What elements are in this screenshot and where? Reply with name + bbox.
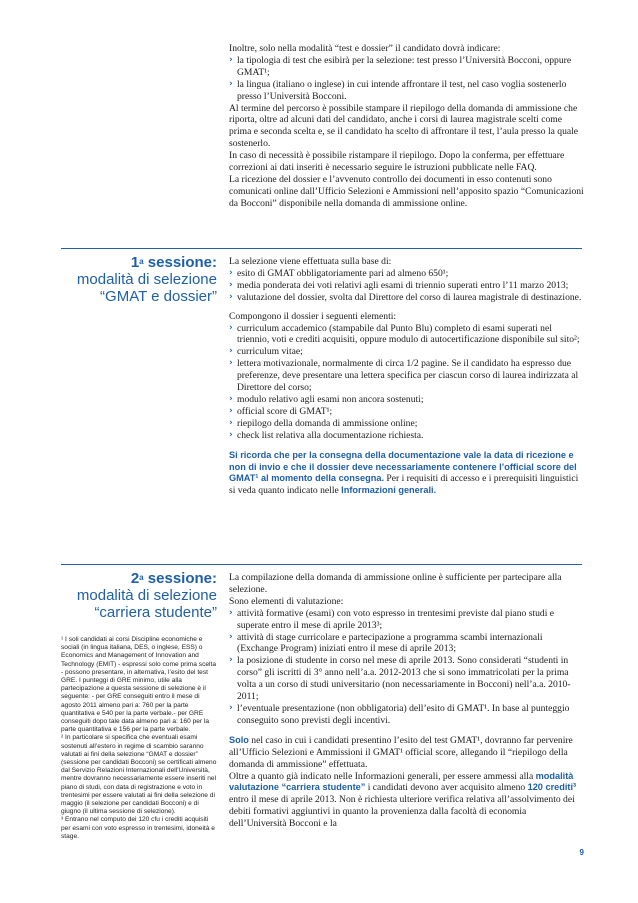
final-paragraph: Oltre a quanto già indicato nelle Informazioni generali, per essere ammessi alla modalità valutazione “carriera studente” i candidati devono aver acquisito almeno 120 crediti³ entro il mese di aprile 2013. Non è richiesta ulteriore verifica relativa all’assolvimento dei debiti formativi aggiuntivi in quanto la provenienza dalla facoltà di economia dell’Università Bocconi e la [229,770,577,830]
dossier-lead: Compongono il dossier i seguenti elementi: [229,310,397,322]
footnote-2: ² In particolare si specifica che eventuali esami sostenuti all’estero in regime di scambio saranno valutati ai fini della selezione “GMAT e dossier” (sessione per candidati Bocconi) se certificati almeno dal Servizio Relazioni Internazionali dell’Università, mentre dovranno necessariamente essere inseriti nel piano di studi, con data di registrazione e voto in trentesimi per essere valutati ai fini della selezione di maggio (il selezione per candidati Bocconi) e di giugno (il ultima sessione di selezione). [61,734,217,816]
arrow-icon: › [229,358,233,369]
arrow-icon: › [229,702,233,713]
footnote-1: ¹ I soli candidati ai corsi Discipline economiche e sociali (in lingua italiana, DES, o inglese, ESS) o Economics and Management of Innovation and Technology (EMIT) - espressi solo come prima scelta - possono presentare, in alternativa, l’esito del test GRE. I punteggi di GRE minimo, utile alla partecipazione a questa sessione di selezione è il seguente: - per GRE conseguiti entro il mese di agosto 2011 almeno pari a: 760 per la parte quantitativa e 540 per la parte verbale.- per GRE conseguiti dopo tale data almeno pari a: 160 per la parte quantitativa e 156 per la parte verbale. [61,636,217,734]
solo-paragraph: Solo nel caso in cui i candidati presentino l’esito del test GMAT¹, dovranno far pervenire all’Ufficio Selezioni e Ammissioni il GMAT¹ official score, allegando il “riepilogo della domanda di ammissione” effettuata. [229,734,573,770]
list-item: › attività formative (esami) con voto espresso in trentesimi previste dal piano studi e superate entro il mese di aprile 2013³; [229,607,555,631]
list-item: › modulo relativo agli esami non ancora sostenuti; [229,393,424,405]
arrow-icon: › [229,607,233,618]
informazioni-generali-link[interactable]: Informazioni generali. [341,485,437,496]
arrow-icon: › [229,405,233,416]
arrow-icon: › [229,346,233,357]
list-item: › valutazione del dossier, svolta dal Direttore del corso di laurea magistrale di destinazione. [229,291,582,303]
intro-body-3: La ricezione del dossier e l’avvenuto controllo dei documenti in esso contenuti sono comunicati online dall’Ufficio Selezioni e Ammissioni nell’apposito spazio “Comunicazioni da Bocconi” disponibile nella domanda di ammissione online. [229,173,584,209]
list-item: › lettera motivazionale, normalmente di circa 1/2 pagine. Se il candidato ha espresso due preferenze, deve presentare una lettera specifica per ciascun corso di laurea indirizzata al Direttore del corso; [229,358,579,394]
list-item: › attività di stage curricolare e partecipazione a programma scambi internazionali (Exchange Program) iniziati entro il mese di aprile 2013; [229,631,543,655]
page-number: 9 [579,848,584,857]
arrow-icon: › [229,322,233,333]
arrow-icon: › [229,78,233,89]
arrow-icon: › [229,631,233,642]
session1-lead: La selezione viene effettuata sulla base di: [229,256,392,267]
list-item: › check list relativa alla documentazione richiesta. [229,429,424,441]
arrow-icon: › [229,393,233,404]
list-item: › la posizione di studente in corso nel mese di aprile 2013. Sono considerati “studenti in corso” gli iscritti di 3° anno nell’a.a. 2012-2013 che si sono immatricolati per la prima volta a un corso di studi universitario (non necessariamente in Bocconi) nell’a.a. 2010-2011; [229,655,571,703]
section-divider [61,248,582,249]
section-divider [61,564,582,565]
session1-content [229,256,584,497]
list-item: › la tipologia di test che esibirà per la selezione: test presso l’Università Bocconi, oppure GMAT¹; [229,54,572,78]
session2-lead: La compilazione della domanda di ammissione online è sufficiente per partecipare alla selezione. [229,572,562,595]
list-item: › media ponderata dei voti relativi agli esami di triennio superati entro l’11 marzo 2013; [229,279,569,291]
intro-lead: Inoltre, solo nella modalità “test e dossier” il candidato dovrà indicare: [229,43,501,54]
intro-body-2: In caso di necessità è possibile ristampare il riepilogo. Dopo la conferma, per effettuare correzioni ai dati inseriti è necessario seguire le istruzioni pubblicate nelle FAQ. [229,150,565,174]
list-item: › official score di GMAT¹; [229,405,333,417]
arrow-icon: › [229,655,233,666]
list-item: › esito di GMAT obbligatoriamente pari ad almeno 650¹; [229,267,449,279]
arrow-icon: › [229,267,233,278]
intro-body-1: Al termine del percorso è possibile stampare il riepilogo della domanda di ammissione che riporta, oltre ad alcuni dati del candidato, anche i corsi di laurea magistrale scelti come prima e seconda scelta e, se il candidato ha scelto di affrontare il test, l’aula presso la quale sostenerlo. [229,102,579,150]
elements-lead: Sono elementi di valutazione: [229,595,344,607]
intro-section [229,43,584,210]
list-item: › curriculum vitae; [229,346,303,358]
arrow-icon: › [229,54,233,65]
arrow-icon: › [229,279,233,290]
session2-heading: 2$^a$ sessione: modalità di selezione “carriera studente” [76,570,217,621]
footnote-3: ³ Entrano nel computo dei 120 cfu i crediti acquisiti per esami con voto espresso in trentesimi, idoneità e stage. [61,816,215,840]
session2-content [229,572,584,830]
arrow-icon: › [229,417,233,428]
arrow-icon: › [229,429,233,440]
list-item: › riepilogo della domanda di ammissione online; [229,417,418,429]
session1-heading: 1$^a$ sessione: modalità di selezione “GMAT e dossier” [76,254,217,305]
list-item: › curriculum accademico (stampabile dal Punto Blu) completo di esami superati nel triennio, voti e crediti acquisiti, oppure modulo di autocertificazione disponibile sul sito²; [229,322,580,346]
session1-note: Si ricorda che per la consegna della documentazione vale la data di ricezione e non di invio e che il dossier deve necessariamente contenere l’official score del GMAT¹ al momento della consegna. Per i requisiti di accesso e i prerequisiti linguistici si veda quanto indicato nelle Informazioni generali. [229,449,579,497]
footnotes [61,636,219,841]
list-item: › la lingua (italiano o inglese) in cui intende affrontare il test, nel caso voglia sostenerlo presso l’Università Bocconi. [229,78,567,102]
list-item: › l’eventuale presentazione (non obbligatoria) dell’esito di GMAT¹. In base al punteggio conseguito sono previsti degli incentivi. [229,702,570,726]
arrow-icon: › [229,291,233,302]
